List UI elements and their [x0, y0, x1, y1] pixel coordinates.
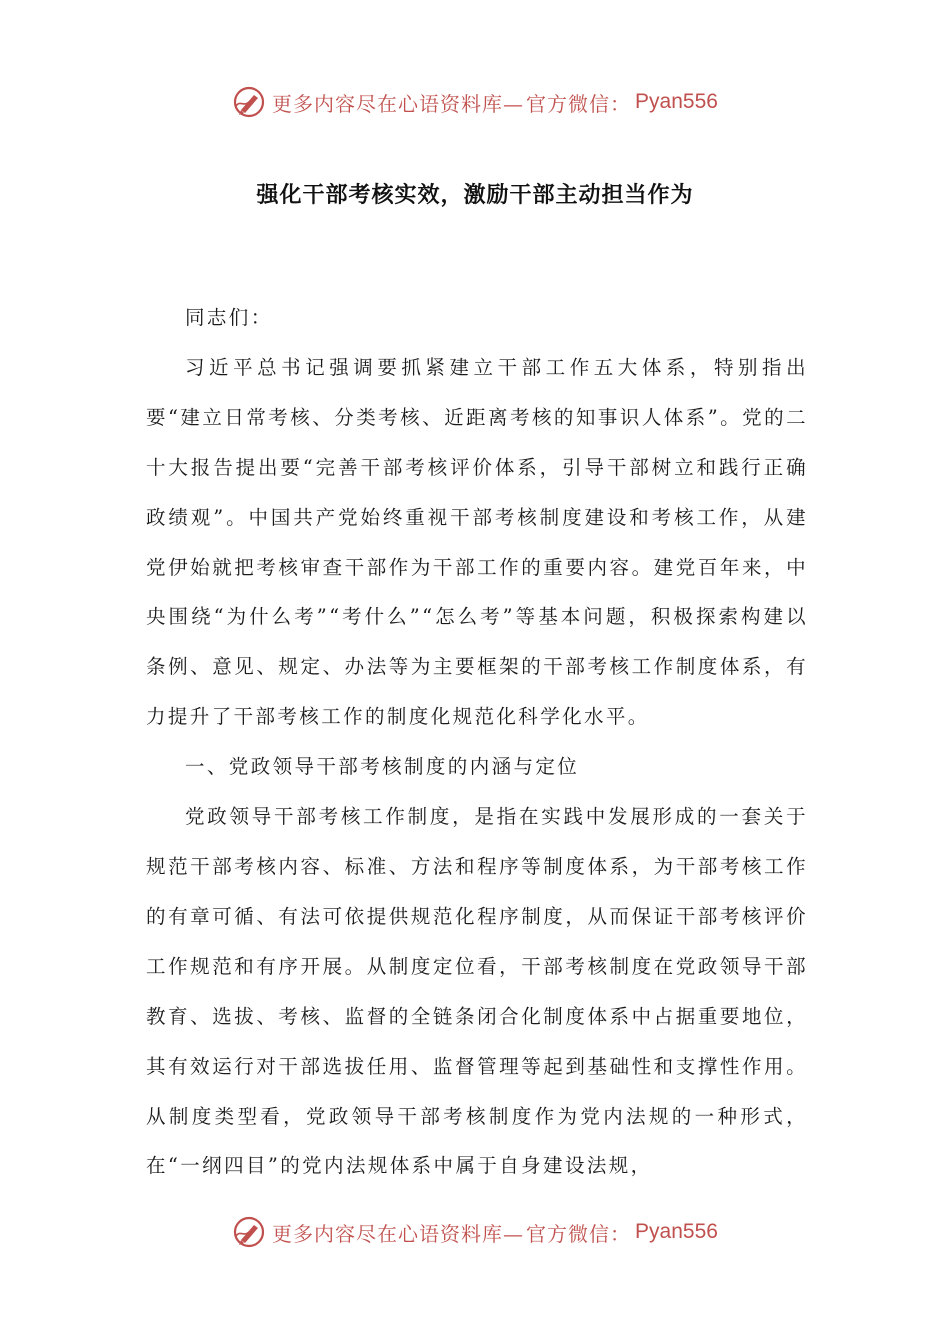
watermark-wechat-id: Pyan556: [635, 1220, 718, 1243]
watermark-wechat-label: 官方微信：: [526, 1221, 632, 1246]
watermark-wechat-label: 官方微信：: [526, 91, 632, 116]
section-heading: 一、党政领导干部考核制度的内涵与定位: [185, 755, 580, 779]
watermark-text: 更多内容尽在心语资料库—: [272, 1221, 525, 1246]
watermark-header: [0, 82, 950, 122]
paragraph: 习近平总书记强调要抓紧建立干部工作五大体系，特别指出要“建立日常考核、分类考核、近距离考核的知事识人体系”。党的二十大报告提出要“完善干部考核评价体系，引导干部树立和践行正确政绩观”。中国共产党始终重视干部考核制度建设和考核工作，从建党伊始就把考核审查干部作为干部工作的重要内容。建党百年来，中央围绕“为什么考”“考什么”“怎么考”等基本问题，积极探索构建以条例、意见、规定、办法等为主要框架的干部考核工作制度体系，有力提升了干部考核工作的制度化规范化科学化水平。: [146, 355, 808, 729]
watermark-text: 更多内容尽在心语资料库—: [272, 91, 525, 116]
watermark-wechat-id: Pyan556: [635, 90, 718, 113]
watermark-footer: [0, 1212, 950, 1252]
pen-logo-icon: [232, 85, 266, 119]
pen-logo-icon: [232, 1215, 266, 1249]
document-body: [146, 293, 808, 1191]
document-title: 强化干部考核实效，激励干部主动担当作为: [256, 183, 694, 208]
paragraph: 党政领导干部考核工作制度，是指在实践中发展形成的一套关于规范干部考核内容、标准、方法和程序等制度体系，为干部考核工作的有章可循、有法可依提供规范化程序制度，从而保证干部考核评价工作规范和有序开展。从制度定位看，干部考核制度在党政领导干部教育、选拔、考核、监督的全链条闭合化制度体系中占据重要地位，其有效运行对干部选拔任用、监督管理等起到基础性和支撑性作用。从制度类型看，党政领导干部考核制度作为党内法规的一种形式，在“一纲四目”的党内法规体系中属于自身建设法规，: [146, 805, 808, 1178]
salutation: 同志们：: [185, 306, 273, 329]
